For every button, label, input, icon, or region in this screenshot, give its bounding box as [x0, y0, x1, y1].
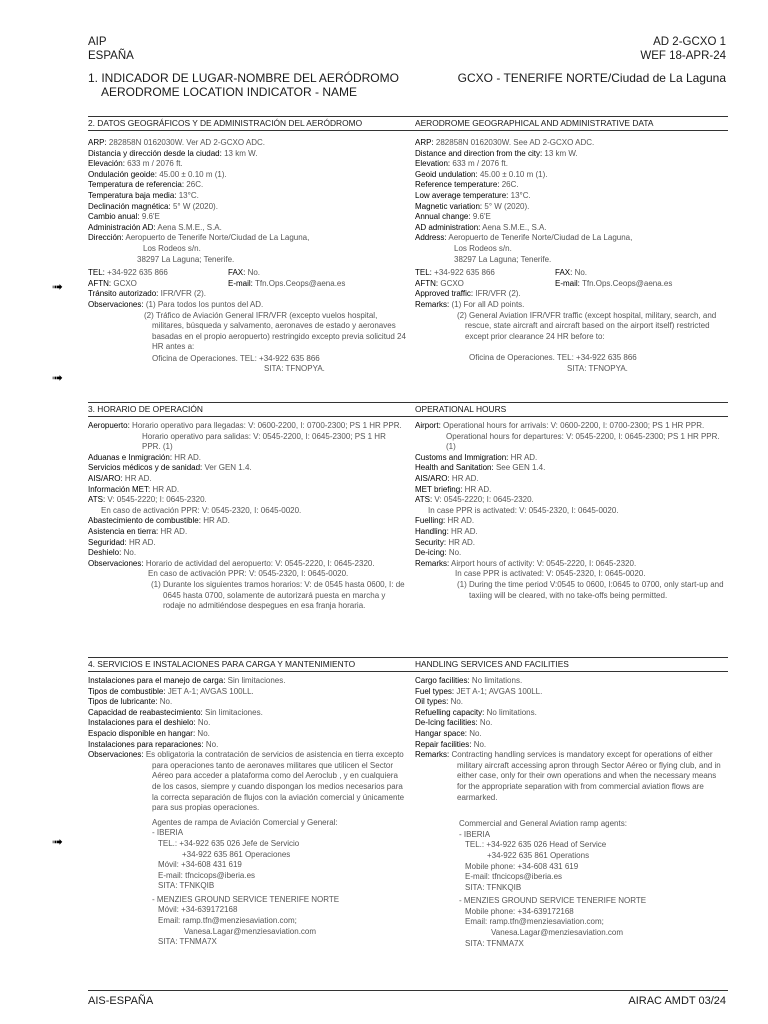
label: Reference temperature: [415, 180, 500, 190]
value: TEL.: +34-922 635 026 Jefe de Servicio [158, 838, 300, 848]
label: De-icing: [415, 548, 447, 558]
label: Cambio anual: [88, 212, 140, 222]
value: E-mail: tfncicops@iberia.es [465, 872, 563, 882]
value: Móvil: +34-639172168 [158, 905, 238, 915]
value: In case PPR is activated: V: 0545-2320, I: 0645-0020. [455, 569, 646, 579]
value: Aeropuerto de Tenerife Norte/Ciudad de La Laguna, [125, 233, 310, 243]
value: Sin limitaciones. [227, 676, 286, 685]
label: Deshielo: [88, 548, 122, 558]
value: 26C. [186, 180, 204, 190]
page-header-right [640, 35, 726, 63]
email-value: Tfn.Ops.Ceops@aena.es [254, 278, 346, 288]
value: No. [197, 718, 211, 728]
label: De-Icing facilities: [415, 718, 478, 728]
value: Ver GEN 1.4. [204, 463, 252, 473]
value: 9.6'E [472, 212, 491, 222]
value: IFR/VFR (2). [475, 289, 521, 299]
value: HR AD. [510, 452, 538, 462]
value: SITA: TFNKQIB [158, 881, 215, 891]
value: GCXO [113, 278, 137, 288]
change-arrow-icon: ➟ [52, 370, 63, 385]
value: 282858N 0162030W. Ver AD 2-GCXO ADC. [108, 138, 265, 147]
value: JET A-1; AVGAS 100LL. [456, 686, 543, 696]
label: Remarks: [415, 299, 450, 309]
label: Address: [415, 233, 447, 243]
value: No. [479, 718, 493, 728]
label: Remarks: [415, 750, 450, 760]
label: Instalaciones para el manejo de carga: [88, 676, 226, 685]
label: Security: [415, 537, 447, 547]
value: Es obligatoria la contratación de servicios de asistencia en tierra excepto para operaciones tanto de aeronaves militares que utilicen el Sector Aéreo para acceder a plataforma como del Aeroclub , y en cualquiera de los casos, siempre y cuando dispongan los medios necesarios para la correcta separación de flujos con la aviación comercial y únicamente para sus propias operaciones. [145, 750, 405, 813]
value: SITA: TFNMA7X [465, 938, 524, 948]
value: See GEN 1.4. [495, 463, 546, 473]
value: 5° W (2020). [484, 201, 530, 211]
change-arrow-icon: ➟ [52, 279, 63, 294]
value: Agentes de rampa de Aviación Comercial y General: [152, 817, 338, 827]
label: AIS/ARO: [88, 473, 123, 483]
value: HR AD. [124, 473, 152, 483]
title-es: 1. INDICADOR DE LUGAR-NOMBRE DEL AERÓDROMO [88, 71, 399, 85]
label: Distance and direction from the city: [415, 148, 543, 158]
section-3-title-es: 3. HORARIO DE OPERACIÓN [88, 404, 203, 414]
section-2-en [415, 138, 727, 374]
section-4-es [88, 676, 406, 948]
value: No. [247, 268, 261, 278]
value: In case PPR is activated: V: 0545-2320, I: 0645-0020. [428, 505, 619, 515]
value: En caso de activación PPR: V: 0545-2320, I: 0645-0020. [148, 569, 349, 579]
label: Geoid undulation: [415, 169, 478, 179]
label: ARP: [88, 138, 107, 147]
value: SITA: TFNOPYA. [567, 363, 628, 373]
label: Aduanas e Inmigración: [88, 452, 173, 462]
value: (1) Durante los siguientes tramos horarios: V: de 0545 hasta 0600, I: de 0645 hasta 0700, solamente de autorizará puesta en marcha y rodaje no admitiéndose despegues en esa franja horaria. [151, 579, 405, 611]
label: Ondulación geoide: [88, 169, 157, 179]
label: E-mail: [228, 278, 253, 288]
label: Tipos de lubricante: [88, 697, 158, 707]
section-4-header [88, 657, 728, 672]
label: ATS: [415, 495, 433, 505]
label: ATS: [88, 495, 106, 505]
value: SITA: TFNMA7X [158, 937, 217, 947]
value: Commercial and General Aviation ramp agents: [459, 819, 627, 829]
value: (2) Tráfico de Aviación General IFR/VFR (excepto vuelos hospital, militares, búsqueda y salvamento, aeronaves de estado y aeronaves basadas en el propio aeropuerto) restringido excepto previa solicitud 24 HR antes a: [144, 310, 406, 352]
label: AD administration: [415, 222, 481, 232]
value: HR AD. [451, 526, 478, 536]
title-en: AERODROME LOCATION INDICATOR - NAME [101, 85, 358, 99]
label: Observaciones: [88, 750, 144, 760]
label: Espacio disponible en hangar: [88, 728, 196, 738]
value: 13 km W. [544, 148, 578, 158]
value: Horario de actividad del aeropuerto: V: 0545-2220, I: 0645-2320. [145, 558, 375, 568]
label: Observaciones: [88, 558, 144, 568]
value: Vanesa.Lagar@menziesaviation.com [491, 928, 624, 938]
value: 5° W (2020). [172, 201, 218, 211]
footer-left: AIS-ESPAÑA [88, 995, 154, 1007]
value: V: 0545-2220; I: 0645-2320. [434, 495, 534, 505]
value: 633 m / 2076 ft. [127, 159, 183, 169]
label: Información MET: [88, 484, 151, 494]
value: Aeropuerto de Tenerife Norte/Ciudad de La Laguna, [448, 233, 633, 243]
label: Capacidad de reabastecimiento: [88, 707, 203, 717]
label: Observaciones: [88, 299, 144, 309]
value: 45.00 ± 0.10 m (1). [159, 169, 227, 179]
label: Asistencia en tierra: [88, 526, 159, 536]
label: TEL: [88, 268, 105, 278]
value: - IBERIA [152, 828, 184, 838]
label: Instalaciones para el deshielo: [88, 718, 196, 728]
label: Approved traffic: [415, 289, 474, 299]
value: 38297 La Laguna; Tenerife. [454, 254, 552, 264]
label: AFTN: [415, 278, 439, 288]
phone-value: +34-922 635 866 [107, 268, 168, 278]
value: No. [123, 548, 137, 558]
value: HR AD. [451, 473, 479, 483]
value: V: 0545-2220; I: 0645-2320. [107, 495, 207, 505]
value: No limitations. [471, 676, 523, 685]
value: Oficina de Operaciones. TEL: +34-922 635 866 [469, 353, 637, 363]
value: (1) During the time period V:0545 to 0600, I:0645 to 0700, only start-up and taxiing will be cleared, with no take-offs being permitted. [457, 579, 724, 600]
footer-right: AIRAC AMDT 03/24 [628, 995, 726, 1007]
value: Email: ramp.tfn@menziesaviation.com; [158, 916, 297, 926]
header-country: ESPAÑA [88, 50, 134, 62]
label: Fuel types: [415, 686, 455, 696]
value: Vanesa.Lagar@menziesaviation.com [184, 926, 317, 936]
value: 633 m / 2076 ft. [452, 159, 508, 169]
label: Health and Sanitation: [415, 463, 494, 473]
label: Handling: [415, 526, 449, 536]
label: Aeropuerto: [88, 421, 130, 430]
aerodrome-name: GCXO - TENERIFE NORTE/Ciudad de La Laguna [457, 71, 726, 85]
value: Los Rodeos s/n. [143, 243, 201, 253]
change-arrow-icon: ➟ [52, 834, 63, 849]
value: Sin limitaciones. [204, 707, 263, 717]
value: (1) For all AD points. [451, 299, 525, 309]
value: Horario operativo para salidas: V: 0545-2200, I: 0645-2300; PS 1 HR PPR. (1) [142, 431, 386, 452]
value: Aena S.M.E., S.A. [157, 222, 222, 232]
label: E-mail: [555, 278, 580, 288]
section-4-title-es: 4. SERVICIOS E INSTALACIONES PARA CARGA Y MANTENIMIENTO [88, 659, 356, 669]
header-aip: AIP [88, 36, 107, 48]
value: No. [197, 728, 210, 738]
label: Magnetic variation: [415, 201, 483, 211]
value: Email: ramp.tfn@menziesaviation.com; [465, 917, 604, 927]
value: (2) General Aviation IFR/VFR traffic (except hospital, military, search, and rescue, state aircraft and aircraft based on the airport itself) restricted except prior clearance 24 HR before to: [457, 310, 717, 341]
label: Administración AD: [88, 222, 156, 232]
value: Contracting handling services is mandatory except for operations of either military aircraft accessing apron through Sector Aéreo or flying club, and in either case, only for their own operations and when the necessary means for the appropriate separation with from commercial aviation flows are earmarked. [451, 750, 721, 802]
value: 9.6'E [141, 212, 160, 222]
value: - MENZIES GROUND SERVICE TENERIFE NORTE [152, 894, 340, 904]
label: Servicios médicos y de sanidad: [88, 463, 203, 473]
label: Distancia y dirección desde la ciudad: [88, 148, 222, 158]
label: TEL: [415, 268, 432, 278]
value: HR AD. [464, 484, 492, 494]
header-page-id: AD 2-GCXO 1 [653, 36, 726, 48]
label: Customs and Immigration: [415, 452, 509, 462]
value: Mobile phone: +34-608 431 619 [465, 861, 579, 871]
label: Hangar space: [415, 728, 468, 738]
value: No. [469, 728, 482, 738]
value: No. [450, 697, 464, 707]
value: En caso de activación PPR: V: 0545-2320, I: 0645-0020. [101, 505, 302, 515]
label: Abastecimiento de combustible: [88, 516, 201, 526]
value: No. [473, 739, 487, 749]
label: Tipos de combustible: [88, 686, 166, 696]
section-2-es [88, 138, 406, 375]
label: Cargo facilities: [415, 676, 470, 685]
email-value: Tfn.Ops.Ceops@aena.es [581, 278, 673, 288]
value: Oficina de Operaciones. TEL: +34-922 635 866 [152, 353, 320, 363]
label: Annual change: [415, 212, 471, 222]
value: SITA: TFNOPYA. [264, 364, 325, 374]
label: Remarks: [415, 558, 450, 568]
value: TEL.: +34-922 635 026 Head of Service [465, 840, 607, 850]
section-3-title-en: OPERATIONAL HOURS [415, 404, 507, 414]
label: AIS/ARO: [415, 473, 450, 483]
value: Horario operativo para llegadas: V: 0600-2200, I: 0700-2300; PS 1 HR PPR. [132, 421, 402, 430]
section-2-title-es: 2. DATOS GEOGRÁFICOS Y DE ADMINISTRACIÓN DEL AERÓDROMO [88, 118, 363, 128]
label: Elevation: [415, 159, 451, 169]
value: Aena S.M.E., S.A. [482, 222, 547, 232]
label: Fuelling: [415, 516, 446, 526]
value: Mobile phone: +34-639172168 [465, 906, 574, 916]
value: HR AD. [174, 452, 201, 462]
label: Tránsito autorizado: [88, 289, 159, 299]
label: Dirección: [88, 233, 124, 243]
section-4-en [415, 676, 727, 949]
label: FAX: [555, 268, 573, 278]
value: 26C. [501, 180, 519, 190]
label: Temperatura de referencia: [88, 180, 185, 190]
section-3-en [415, 421, 727, 601]
value: 13°C. [510, 190, 531, 200]
label: FAX: [228, 268, 246, 278]
value: Los Rodeos s/n. [454, 243, 512, 253]
value: No. [159, 697, 173, 707]
section-3-es [88, 421, 406, 612]
value: Móvil: +34-608 431 619 [158, 860, 242, 870]
value: - MENZIES GROUND SERVICE TENERIFE NORTE [459, 896, 647, 906]
value: HR AD. [203, 516, 230, 526]
value: No. [448, 548, 462, 558]
value: 38297 La Laguna; Tenerife. [137, 254, 235, 264]
section-4-title-en: HANDLING SERVICES AND FACILITIES [415, 659, 569, 669]
label: Declinación magnética: [88, 201, 171, 211]
value: SITA: TFNKQIB [465, 882, 522, 892]
section-3-header [88, 402, 728, 417]
value: Operational hours for arrivals: V: 0600-2200, I: 0700-2300; PS 1 HR PPR. [443, 421, 705, 430]
label: Seguridad: [88, 537, 127, 547]
label: Refuelling capacity: [415, 707, 485, 717]
label: ARP: [415, 138, 434, 147]
label: Temperatura baja media: [88, 190, 177, 200]
value: Operational hours for departures: V: 0545-2200, I: 0645-2300; PS 1 HR PPR. (1) [446, 431, 720, 452]
value: Airport hours of activity: V: 0545-2220, I: 0645-2320. [451, 558, 637, 568]
value: +34-922 635 861 Operations [487, 850, 590, 860]
value: HR AD. [447, 516, 475, 526]
value: JET A-1; AVGAS 100LL. [167, 686, 254, 696]
section-2-title-en: AERODROME GEOGRAPHICAL AND ADMINISTRATIVE DATA [415, 118, 654, 128]
value: IFR/VFR (2). [160, 289, 206, 299]
label: Oil types: [415, 697, 449, 707]
label: Low average temperature: [415, 190, 509, 200]
label: Elevación: [88, 159, 125, 169]
value: 13 km W. [224, 148, 258, 158]
value: No limitations. [486, 707, 537, 717]
value: No. [205, 739, 219, 749]
label: Airport: [415, 421, 441, 430]
value: +34-922 635 861 Operaciones [182, 849, 291, 859]
value: GCXO [440, 278, 464, 288]
header-effective-date: WEF 18-APR-24 [640, 50, 726, 62]
label: Instalaciones para reparaciones: [88, 739, 204, 749]
value: HR AD. [160, 526, 188, 536]
value: HR AD. [448, 537, 476, 547]
footer-divider [88, 990, 728, 991]
value: No. [574, 268, 588, 278]
value: (1) Para todos los puntos del AD. [145, 299, 264, 309]
value: 45.00 ± 0.10 m (1). [479, 169, 548, 179]
value: - IBERIA [459, 829, 491, 839]
label: AFTN: [88, 278, 112, 288]
phone-value: +34-922 635 866 [434, 268, 495, 278]
page-title [88, 71, 399, 99]
value: 13°C. [178, 190, 199, 200]
label: MET briefing: [415, 484, 463, 494]
section-2-header [88, 116, 728, 131]
label: Repair facilities: [415, 739, 472, 749]
value: E-mail: tfncicops@iberia.es [158, 870, 256, 880]
value: 282858N 0162030W. See AD 2-GCXO ADC. [435, 138, 595, 147]
value: HR AD. [128, 537, 156, 547]
value: HR AD. [152, 484, 180, 494]
page-header-left [88, 35, 134, 63]
